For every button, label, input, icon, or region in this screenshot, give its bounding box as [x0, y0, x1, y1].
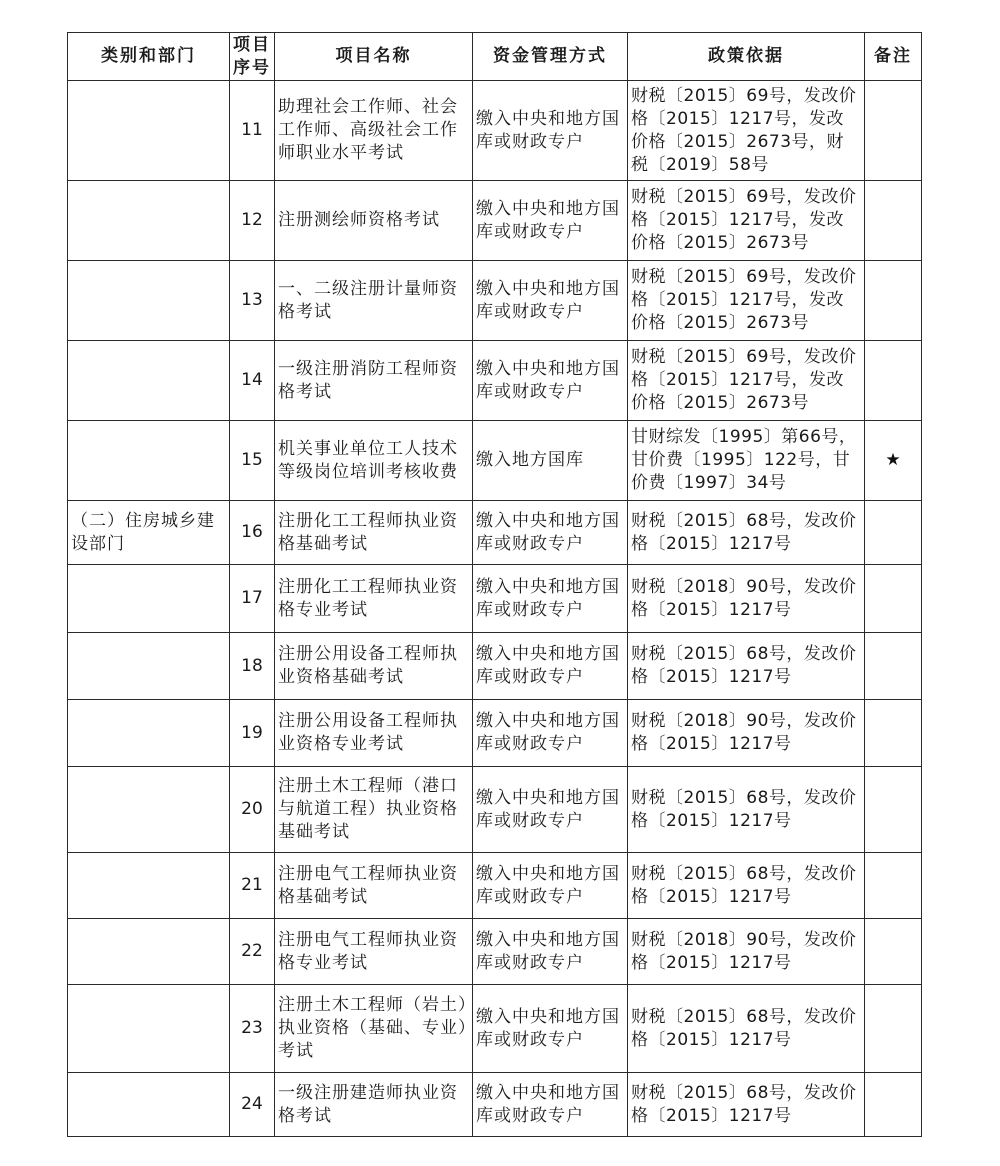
header-policy: 政策依据	[628, 33, 865, 81]
table-row	[68, 421, 922, 501]
table-row	[68, 985, 922, 1073]
header-seq: 项目序号	[230, 33, 275, 81]
category-cell	[68, 565, 230, 633]
fund-method-cell: 缴入中央和地方国库或财政专户	[473, 565, 628, 633]
fee-project-table	[67, 32, 922, 1137]
star-mark: ★	[865, 421, 922, 501]
category-cell	[68, 919, 230, 985]
seq-cell: 21	[230, 853, 275, 919]
category-cell: （二）住房城乡建设部门	[68, 501, 230, 565]
policy-basis-cell: 财税〔2015〕68号，发改价格〔2015〕1217号	[628, 853, 865, 919]
category-cell	[68, 341, 230, 421]
category-cell	[68, 181, 230, 261]
seq-cell: 24	[230, 1073, 275, 1137]
project-name-cell: 注册土木工程师（岩土）执业资格（基础、专业）考试	[275, 985, 473, 1073]
seq-cell: 13	[230, 261, 275, 341]
category-cell	[68, 1073, 230, 1137]
note-cell	[865, 700, 922, 767]
project-name-cell: 注册电气工程师执业资格专业考试	[275, 919, 473, 985]
project-name-cell: 注册化工工程师执业资格专业考试	[275, 565, 473, 633]
note-cell	[865, 853, 922, 919]
seq-cell: 17	[230, 565, 275, 633]
fund-method-cell: 缴入中央和地方国库或财政专户	[473, 767, 628, 853]
table-row	[68, 853, 922, 919]
table-row	[68, 261, 922, 341]
table-row	[68, 700, 922, 767]
fund-method-cell: 缴入中央和地方国库或财政专户	[473, 633, 628, 700]
policy-basis-cell: 财税〔2015〕69号，发改价格〔2015〕1217号，发改价格〔2015〕2673号	[628, 261, 865, 341]
policy-basis-cell: 财税〔2018〕90号，发改价格〔2015〕1217号	[628, 565, 865, 633]
policy-basis-cell: 财税〔2015〕68号，发改价格〔2015〕1217号	[628, 985, 865, 1073]
seq-cell: 14	[230, 341, 275, 421]
project-name-cell: 机关事业单位工人技术等级岗位培训考核收费	[275, 421, 473, 501]
project-name-cell: 注册测绘师资格考试	[275, 181, 473, 261]
category-cell	[68, 421, 230, 501]
table-row	[68, 565, 922, 633]
table-row	[68, 633, 922, 700]
project-name-cell: 注册电气工程师执业资格基础考试	[275, 853, 473, 919]
header-note: 备注	[865, 33, 922, 81]
policy-basis-cell: 财税〔2015〕68号，发改价格〔2015〕1217号	[628, 501, 865, 565]
fund-method-cell: 缴入中央和地方国库或财政专户	[473, 1073, 628, 1137]
header-row	[68, 33, 922, 81]
seq-cell: 23	[230, 985, 275, 1073]
fund-method-cell: 缴入中央和地方国库或财政专户	[473, 261, 628, 341]
table-row	[68, 181, 922, 261]
project-name-cell: 注册公用设备工程师执业资格专业考试	[275, 700, 473, 767]
policy-basis-cell: 财税〔2015〕69号，发改价格〔2015〕1217号，发改价格〔2015〕2673号，财税〔2019〕58号	[628, 81, 865, 181]
note-cell	[865, 767, 922, 853]
project-name-cell: 注册化工工程师执业资格基础考试	[275, 501, 473, 565]
seq-cell: 16	[230, 501, 275, 565]
project-name-cell: 助理社会工作师、社会工作师、高级社会工作师职业水平考试	[275, 81, 473, 181]
category-cell	[68, 985, 230, 1073]
note-cell	[865, 501, 922, 565]
project-name-cell: 注册土木工程师（港口与航道工程）执业资格基础考试	[275, 767, 473, 853]
category-cell	[68, 767, 230, 853]
note-cell	[865, 261, 922, 341]
fund-method-cell: 缴入中央和地方国库或财政专户	[473, 341, 628, 421]
fund-method-cell: 缴入中央和地方国库或财政专户	[473, 853, 628, 919]
note-cell	[865, 919, 922, 985]
category-cell	[68, 700, 230, 767]
table-row	[68, 81, 922, 181]
note-cell	[865, 633, 922, 700]
fund-method-cell: 缴入地方国库	[473, 421, 628, 501]
policy-basis-cell: 甘财综发〔1995〕第66号，甘价费〔1995〕122号，甘价费〔1997〕34号	[628, 421, 865, 501]
fund-method-cell: 缴入中央和地方国库或财政专户	[473, 700, 628, 767]
fund-method-cell: 缴入中央和地方国库或财政专户	[473, 181, 628, 261]
table-row	[68, 1073, 922, 1137]
category-cell	[68, 261, 230, 341]
seq-cell: 20	[230, 767, 275, 853]
fund-method-cell: 缴入中央和地方国库或财政专户	[473, 985, 628, 1073]
table-row	[68, 919, 922, 985]
seq-cell: 18	[230, 633, 275, 700]
seq-cell: 12	[230, 181, 275, 261]
seq-cell: 22	[230, 919, 275, 985]
category-cell	[68, 81, 230, 181]
category-cell	[68, 633, 230, 700]
fund-method-cell: 缴入中央和地方国库或财政专户	[473, 81, 628, 181]
note-cell	[865, 985, 922, 1073]
project-name-cell: 一、二级注册计量师资格考试	[275, 261, 473, 341]
project-name-cell: 一级注册消防工程师资格考试	[275, 341, 473, 421]
seq-cell: 15	[230, 421, 275, 501]
header-fund: 资金管理方式	[473, 33, 628, 81]
policy-basis-cell: 财税〔2018〕90号，发改价格〔2015〕1217号	[628, 919, 865, 985]
note-cell	[865, 341, 922, 421]
note-cell	[865, 81, 922, 181]
policy-basis-cell: 财税〔2015〕68号，发改价格〔2015〕1217号	[628, 767, 865, 853]
policy-basis-cell: 财税〔2015〕69号，发改价格〔2015〕1217号，发改价格〔2015〕2673号	[628, 181, 865, 261]
policy-basis-cell: 财税〔2018〕90号，发改价格〔2015〕1217号	[628, 700, 865, 767]
policy-basis-cell: 财税〔2015〕68号，发改价格〔2015〕1217号	[628, 633, 865, 700]
project-name-cell: 一级注册建造师执业资格考试	[275, 1073, 473, 1137]
header-name: 项目名称	[275, 33, 473, 81]
fund-method-cell: 缴入中央和地方国库或财政专户	[473, 919, 628, 985]
policy-basis-cell: 财税〔2015〕69号，发改价格〔2015〕1217号，发改价格〔2015〕2673号	[628, 341, 865, 421]
note-cell	[865, 1073, 922, 1137]
note-cell	[865, 565, 922, 633]
category-cell	[68, 853, 230, 919]
policy-basis-cell: 财税〔2015〕68号，发改价格〔2015〕1217号	[628, 1073, 865, 1137]
header-category: 类别和部门	[68, 33, 230, 81]
table-row	[68, 341, 922, 421]
fund-method-cell: 缴入中央和地方国库或财政专户	[473, 501, 628, 565]
seq-cell: 11	[230, 81, 275, 181]
table-row	[68, 501, 922, 565]
table-row	[68, 767, 922, 853]
project-name-cell: 注册公用设备工程师执业资格基础考试	[275, 633, 473, 700]
note-cell	[865, 181, 922, 261]
seq-cell: 19	[230, 700, 275, 767]
